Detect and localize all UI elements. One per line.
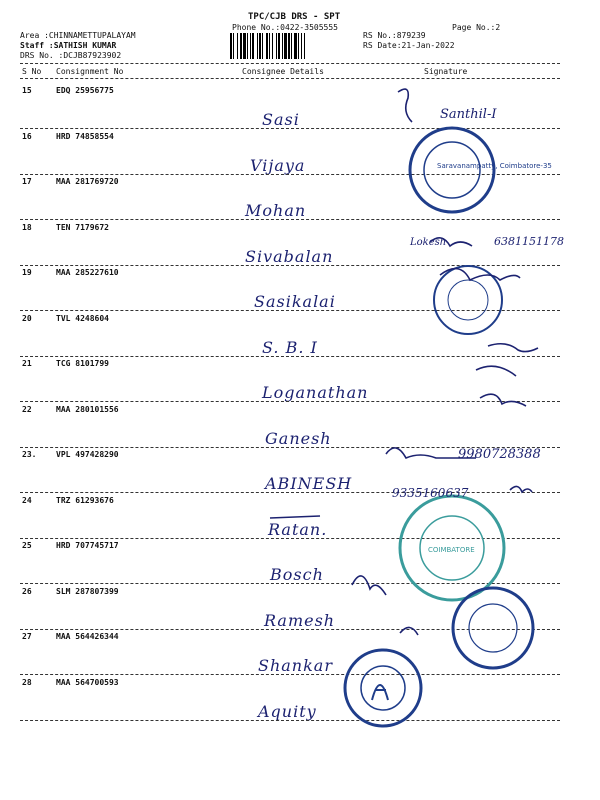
sig-phone-1: 6381151178 <box>494 235 564 248</box>
row-sno: 25 <box>22 541 32 550</box>
row-consignment-no: MAA 564426344 <box>56 632 119 641</box>
row-sno: 24 <box>22 495 32 505</box>
row-consignment-no: SLM 287807399 <box>56 586 119 596</box>
college-stamp <box>410 128 552 212</box>
col-consignment: Consignment No <box>56 67 124 76</box>
col-signature: Signature <box>424 67 468 76</box>
row-consignment-no: MAA 285227610 <box>56 268 119 277</box>
row-consignee-name: Ganesh <box>265 428 332 448</box>
row-consignment-no: TCG 8101799 <box>56 359 109 368</box>
row-consignee-name: Sivabalan <box>245 246 334 266</box>
row-consignee-name: Sasikalai <box>254 292 336 311</box>
rs-date: RS Date:21-Jan-2022 <box>363 41 455 50</box>
row-sno: 26 <box>22 586 32 596</box>
row-consignment-no: HRD 707745717 <box>56 541 119 550</box>
row-consignee-name: ABINESH <box>265 474 353 493</box>
phone-number: Phone No.:0422-3505555 <box>232 23 338 32</box>
document-title: TPC/CJB DRS - SPT <box>248 12 341 22</box>
row-consignee-name: Ratan. <box>268 519 328 539</box>
row-sno: 16 <box>22 131 32 141</box>
row-sno: 18 <box>22 222 32 232</box>
rs-number: RS No.:879239 <box>363 31 426 40</box>
row-sno: 17 <box>22 177 32 186</box>
row-consignment-no: TEN 7179672 <box>56 222 109 232</box>
college-place: Saravanampatty, Coimbatore-35 <box>437 162 552 170</box>
row-consignment-no: MAA 564700593 <box>56 677 119 687</box>
row-sno: 20 <box>22 313 32 323</box>
row-sno: 19 <box>22 268 32 277</box>
row-consignee-name: Bosch <box>270 565 324 584</box>
row-consignee-name: Ramesh <box>264 610 336 630</box>
sig-phone-3: 9335160637 <box>392 486 469 500</box>
ind-stamp <box>453 588 533 668</box>
col-sno: S No <box>22 67 42 76</box>
row-sno: 23. <box>22 450 37 459</box>
bbs-city: COIMBATORE <box>428 546 475 554</box>
row-consignee-name: Vijaya <box>250 155 306 175</box>
sig-lokesh: Lokesh <box>410 237 447 248</box>
aquity-stamp <box>345 650 421 726</box>
bbs-stamp <box>400 496 504 600</box>
area-label: Area :CHINNAMETTUPALAYAM <box>20 31 136 40</box>
row-consignee-name: Sasi <box>262 110 300 129</box>
row-consignee-name: S. B. I <box>262 337 318 357</box>
drs-number: DRS No. :DCJB87923902 <box>20 51 122 60</box>
row-consignee-name: Loganathan <box>262 383 369 402</box>
row-sno: 28 <box>22 677 32 687</box>
page-number: Page No.:2 <box>452 23 501 32</box>
sig-santhil: Santhil-I <box>440 107 497 122</box>
row-sno: 15 <box>22 86 32 95</box>
col-consignee: Consignee Details <box>242 67 324 76</box>
row-consignment-no: TVL 4248604 <box>56 313 109 323</box>
row-sno: 22 <box>22 404 32 414</box>
row-consignee-name: Mohan <box>245 201 307 220</box>
row-sno: 27 <box>22 632 32 641</box>
row-consignment-no: MAA 281769720 <box>56 177 119 186</box>
row-consignee-name: Shankar <box>258 656 333 675</box>
signature-scribbles <box>270 89 538 635</box>
sig-phone-2: 9980728388 <box>458 447 541 462</box>
row-consignee-name: Aquity <box>258 701 317 721</box>
row-consignment-no: MAA 280101556 <box>56 404 119 414</box>
row-consignment-no: VPL 497428290 <box>56 450 119 459</box>
row-sno: 21 <box>22 359 32 368</box>
staff-label: Staff :SATHISH KUMAR <box>20 41 117 50</box>
row-consignment-no: TRZ 61293676 <box>56 495 114 505</box>
row-consignment-no: EDQ 25956775 <box>56 86 114 95</box>
row-consignment-no: HRD 74858554 <box>56 131 114 141</box>
